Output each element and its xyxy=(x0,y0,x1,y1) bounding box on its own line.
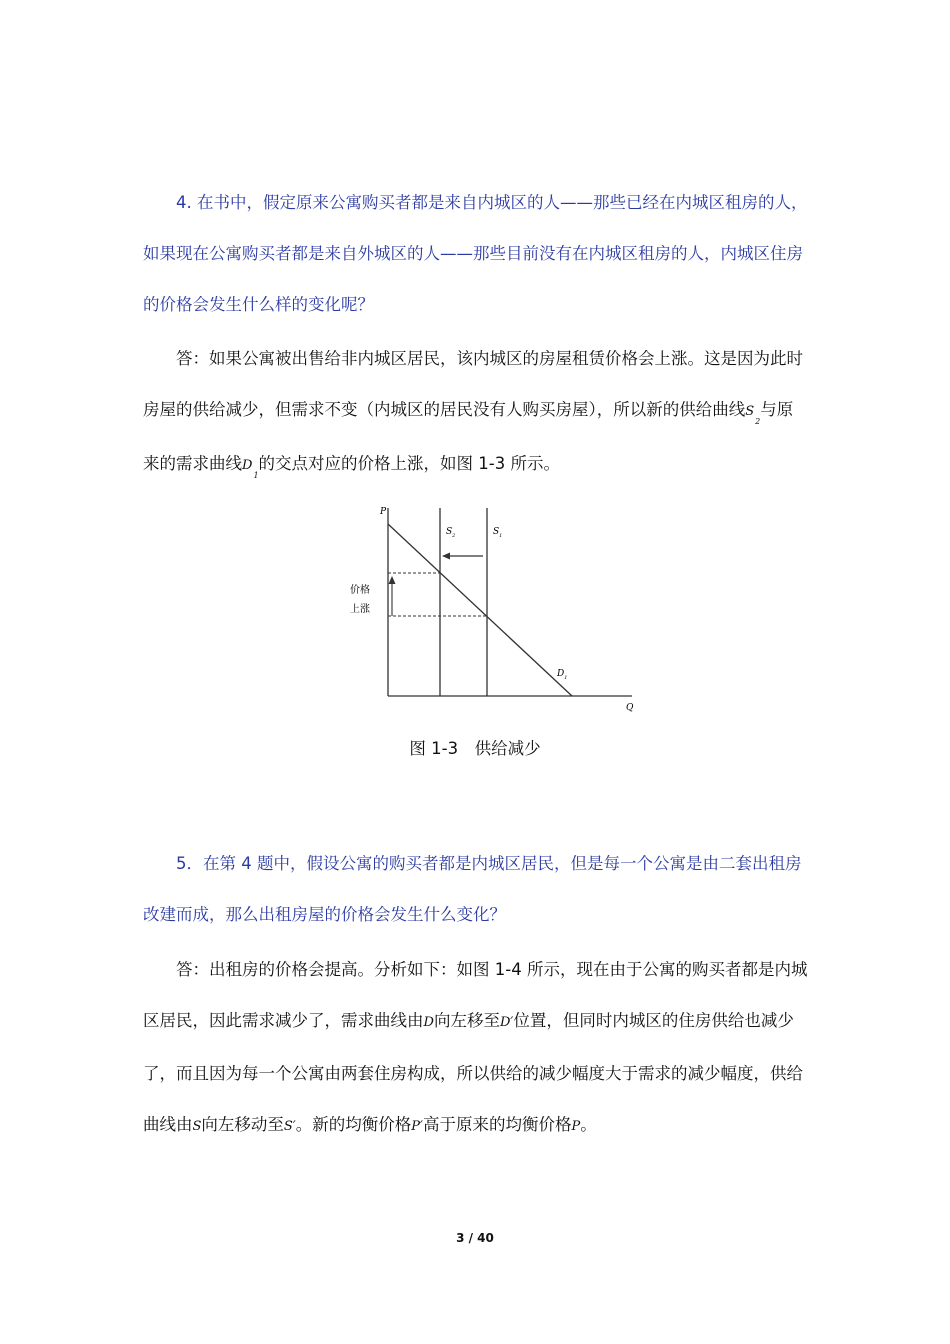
answer-4 xyxy=(143,333,808,492)
q-axis-label: Q xyxy=(626,703,634,713)
answer-5-part3: 位置，但同时内城区的住房供给也减少了，而且因为每一个公寓由两套住房构成，所以供给的减少幅度大于需求的减少幅度，供给曲线由 xyxy=(143,1011,803,1134)
shift-arrow-head xyxy=(442,553,450,560)
symbol-d-prime: D′ xyxy=(499,1015,514,1030)
symbol-p: P xyxy=(571,1119,581,1134)
price-rise-label-1: 价格 xyxy=(350,585,370,596)
figure-1-3-supply-decrease xyxy=(340,500,640,716)
symbol-d: D xyxy=(423,1015,434,1030)
p-axis-label: P xyxy=(380,507,387,517)
answer-5 xyxy=(143,944,808,1152)
s2-label: $S_2$ xyxy=(446,527,456,539)
price-rise-label-2: 上涨 xyxy=(350,604,370,615)
symbol-d1: $D_1$ xyxy=(242,458,259,480)
price-rise-arrow-head xyxy=(389,576,396,584)
symbol-s2: $S_2$ xyxy=(745,404,761,426)
answer-4-part3: 的交点对应的价格上涨，如图 1-3 所示。 xyxy=(258,454,560,473)
s1-label: $S_1$ xyxy=(493,527,503,539)
symbol-s-prime: S′ xyxy=(283,1119,296,1134)
answer-5-part1: 答：出租房的价格会提高。分析如下：如图 1-4 所示，现在由于公寓的购买者都是内城区居民，因此需求减少了，需求曲线由 xyxy=(143,960,808,1030)
answer-5-part2: 向左移至 xyxy=(433,1011,500,1030)
question-5: 5．在第 4 题中，假设公寓的购买者都是内城区居民，但是每一个公寓是由二套出租房改建而成，那么出租房屋的价格会发生什么变化？ xyxy=(143,854,802,924)
answer-5-part5: 。新的均衡价格 xyxy=(295,1115,412,1134)
figure-caption: 图 1-3 供给减少 xyxy=(409,739,541,758)
symbol-p-prime: P′ xyxy=(411,1119,423,1134)
answer-5-part6: 高于原来的均衡价格 xyxy=(422,1115,572,1134)
page-number: 3 / 40 xyxy=(456,1231,494,1245)
demand-curve-d1 xyxy=(388,524,572,696)
symbol-s: S xyxy=(192,1119,202,1134)
answer-5-part4: 向左移动至 xyxy=(201,1115,284,1134)
answer-4-part2: 与原来的需求曲线 xyxy=(143,400,794,473)
question-4: 4. 在书中，假定原来公寓购买者都是来自内城区的人——那些已经在内城区租房的人，如果现在公寓购买者都是来自外城区的人——那些目前没有在内城区租房的人，内城区住房的价格会发生什么样的变化呢？ xyxy=(143,193,808,314)
answer-5-part7: 。 xyxy=(580,1115,597,1134)
d1-label: $D_1$ xyxy=(557,669,568,681)
answer-4-part1: 答：如果公寓被出售给非内城区居民，该内城区的房屋租赁价格会上涨。这是因为此时房屋的供给减少，但需求不变（内城区的居民没有人购买房屋），所以新的供给曲线 xyxy=(143,349,803,419)
